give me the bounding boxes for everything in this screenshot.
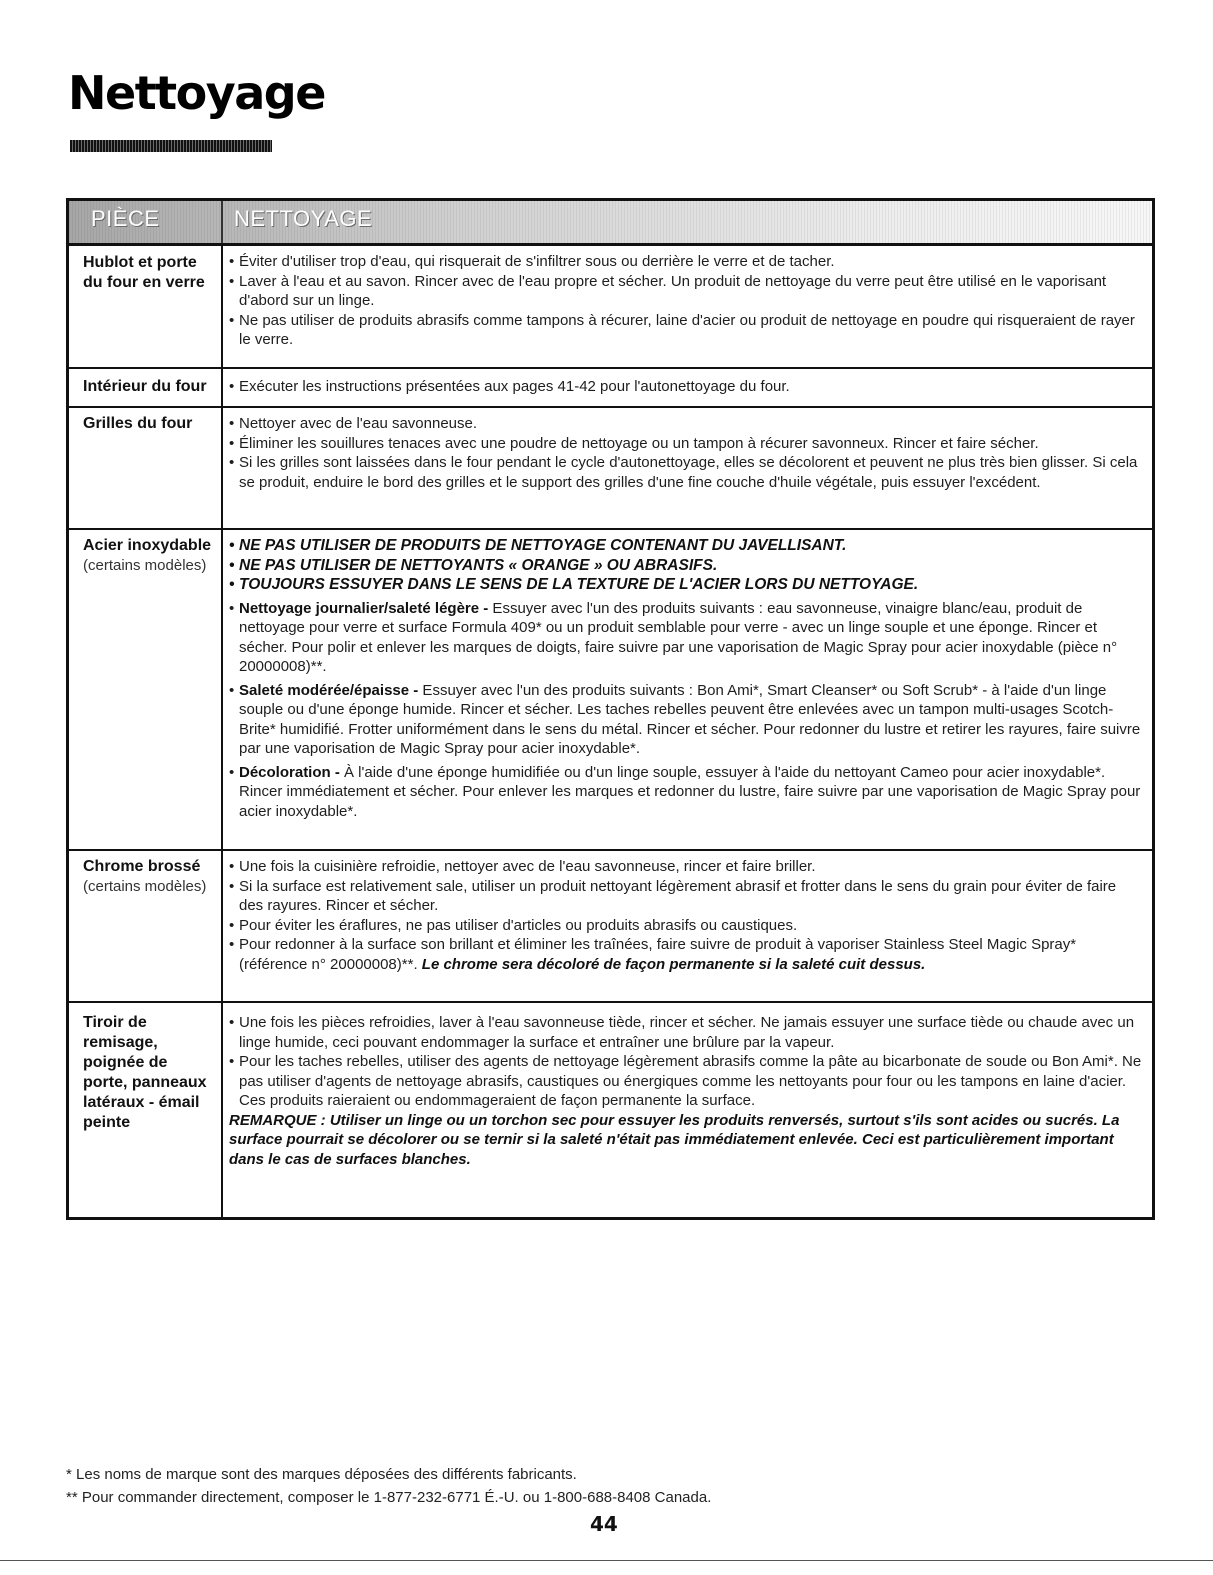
row-content — [229, 857, 1142, 974]
bullet-item: • Une fois les pièces refroidies, laver à l'eau savonneuse tiède, rincer et sécher. Ne jamais essuyer une surface tiède ou chaude avec un linge humide, ceci pouvant endommager la surface et entraîner une brûlure par la vapeur. — [229, 1013, 1142, 1052]
bullet-item: • Pour les taches rebelles, utiliser des agents de nettoyage légèrement abrasifs comme la pâte au bicarbonate de soude ou Bon Ami*. Ne pas utiliser d'agents de nettoyage abrasifs, caustiques ou énergiques comme les nettoyants pour four ou les tampons en laine d'acier. Ces produits raieraient ou endommageraient de façon permanente la surface. — [229, 1052, 1142, 1111]
row-content — [229, 536, 1142, 821]
row-label: Tiroir de remisage, poignée de porte, panneaux latéraux - émail peinte — [83, 1014, 207, 1131]
row-content — [229, 252, 1142, 350]
table-header — [69, 201, 1152, 246]
care-item — [229, 763, 1142, 822]
warning-item: • TOUJOURS ESSUYER DANS LE SENS DE LA TEXTURE DE L'ACIER LORS DU NETTOYAGE. — [229, 575, 1142, 595]
title-underline — [70, 140, 272, 152]
bullet-item: • Éviter d'utiliser trop d'eau, qui risquerait de s'infiltrer sous ou derrière le verre et de tacher. — [229, 252, 1142, 272]
bullet-item: • Si les grilles sont laissées dans le four pendant le cycle d'autonettoyage, elles se décolorent et peuvent ne plus très bien glisser. Si cela se produit, enduire le bord des grilles et le support des grilles d'une fine couche d'huile végétale, puis essuyer l'excédent. — [229, 453, 1142, 492]
bullet-item: • Laver à l'eau et au savon. Rincer avec de l'eau propre et sécher. Un produit de nettoyage du verre peut être utilisé en le vaporisant d'abord sur un linge. — [229, 272, 1142, 311]
row-divider — [69, 1001, 1152, 1003]
header-nettoyage: NETTOYAGE — [234, 206, 373, 231]
cleaning-table — [66, 198, 1155, 1220]
bullet-text: Pour redonner à la surface son brillant et éliminer les traînées, faire suivre de produit à vaporiser Stainless Steel Magic Spray* (référence n° 20000008)**. — [239, 936, 1077, 973]
bullet-item: • Pour éviter les éraflures, ne pas utiliser d'articles ou produits abrasifs ou caustiques. — [229, 916, 1142, 936]
row-divider — [69, 406, 1152, 408]
row-label: Hublot et porte du four en verre — [83, 254, 205, 291]
warning-item: • NE PAS UTILISER DE NETTOYANTS « ORANGE » OU ABRASIFS. — [229, 556, 1142, 576]
footnote: * Les noms de marque sont des marques déposées des différents fabricants. — [66, 1466, 577, 1483]
care-item-lead: Décoloration - — [239, 763, 340, 781]
footnote: ** Pour commander directement, composer le 1-877-232-6771 É.-U. ou 1-800-688-8408 Canada. — [66, 1489, 712, 1506]
bullet-item: • Éliminer les souillures tenaces avec une poudre de nettoyage ou un tampon à récurer savonneux. Rincer et faire sécher. — [229, 434, 1142, 454]
row-label — [83, 857, 219, 897]
bullet-item — [229, 935, 1142, 974]
bullet-item: • Si la surface est relativement sale, utiliser un produit nettoyant légèrement abrasif et frotter dans le sens du grain pour éviter de faire des rayures. Rincer et sécher. — [229, 877, 1142, 916]
page-title: Nettoyage — [68, 66, 325, 120]
row-sublabel: (certains modèles) — [83, 557, 207, 574]
bottom-rule — [0, 1560, 1213, 1561]
warning-item: • NE PAS UTILISER DE PRODUITS DE NETTOYAGE CONTENANT DU JAVELLISANT. — [229, 536, 1142, 556]
page-number: 44 — [590, 1512, 618, 1536]
bullet-item: • Exécuter les instructions présentées aux pages 41-42 pour l'autonettoyage du four. — [229, 377, 1142, 397]
care-item-text: Essuyer avec l'un des produits suivants : eau savonneuse, vinaigre blanc/eau, produit de nettoyage pour verre et surface Formula 409* ou un produit semblable pour verre - avec un linge souple et une éponge. Rincer et sécher. Pour polir et enlever les marques de doigts, faire suivre par une vaporisation de Magic Spray pour acier inoxydable (pièce n° 20000008)**. — [239, 599, 1118, 675]
care-item-lead: Nettoyage journalier/saleté légère - — [239, 599, 489, 617]
row-label: Grilles du four — [83, 415, 193, 432]
row-label: Intérieur du four — [83, 378, 207, 395]
row-divider — [69, 528, 1152, 530]
bullet-item: • Nettoyer avec de l'eau savonneuse. — [229, 414, 1142, 434]
care-item-text: Essuyer avec l'un des produits suivants : Bon Ami*, Smart Cleanser* ou Soft Scrub* - à l'aide d'un linge souple ou d'une éponge humide. Rincer et sécher. Les taches rebelles peuvent être enlevées avec un tampon multi-usages Scotch-Brite* humidifié. Frotter uniformément dans le sens du métal. Rincer et sécher. Pour redonner du lustre et retirer les rayures, faire suivre par une vaporisation de Magic Spray pour acier inoxydable*. — [239, 681, 1141, 757]
bullet-item: • Ne pas utiliser de produits abrasifs comme tampons à récurer, laine d'acier ou produit de nettoyage en poudre qui risqueraient de rayer le verre. — [229, 311, 1142, 350]
header-piece: PIÈCE — [91, 206, 160, 231]
chrome-warning: Le chrome sera décoloré de façon permanente si la saleté cuit dessus. — [421, 955, 926, 973]
column-divider — [221, 243, 223, 1217]
care-item — [229, 599, 1142, 677]
header-divider — [221, 201, 223, 243]
row-label-text: Acier inoxydable — [83, 537, 212, 554]
care-item-lead: Saleté modérée/épaisse - — [239, 681, 419, 699]
row-content — [229, 377, 1142, 397]
row-content — [229, 1013, 1142, 1169]
row-divider — [69, 367, 1152, 369]
row-sublabel: (certains modèles) — [83, 878, 207, 895]
row-divider — [69, 849, 1152, 851]
care-item — [229, 681, 1142, 759]
row-label-text: Chrome brossé — [83, 858, 201, 875]
row-content — [229, 414, 1142, 492]
remark: REMARQUE : Utiliser un linge ou un torchon sec pour essuyer les produits renversés, surtout s'ils sont acides ou sucrés. La surface pourrait se décolorer ou se ternir si la saleté n'était pas immédiatement enlevée. Ceci est particulièrement important dans le cas de surfaces blanches. — [229, 1111, 1120, 1168]
care-item-text: À l'aide d'une éponge humidifiée ou d'un linge souple, essuyer à l'aide du nettoyant Cameo pour acier inoxydable*. Rincer immédiatement et sécher. Pour enlever les marques et redonner du lustre, faire suivre par une vaporisation de Magic Spray pour acier inoxydable*. — [239, 763, 1141, 820]
row-label — [83, 536, 219, 576]
bullet-item: • Une fois la cuisinière refroidie, nettoyer avec de l'eau savonneuse, rincer et faire briller. — [229, 857, 1142, 877]
